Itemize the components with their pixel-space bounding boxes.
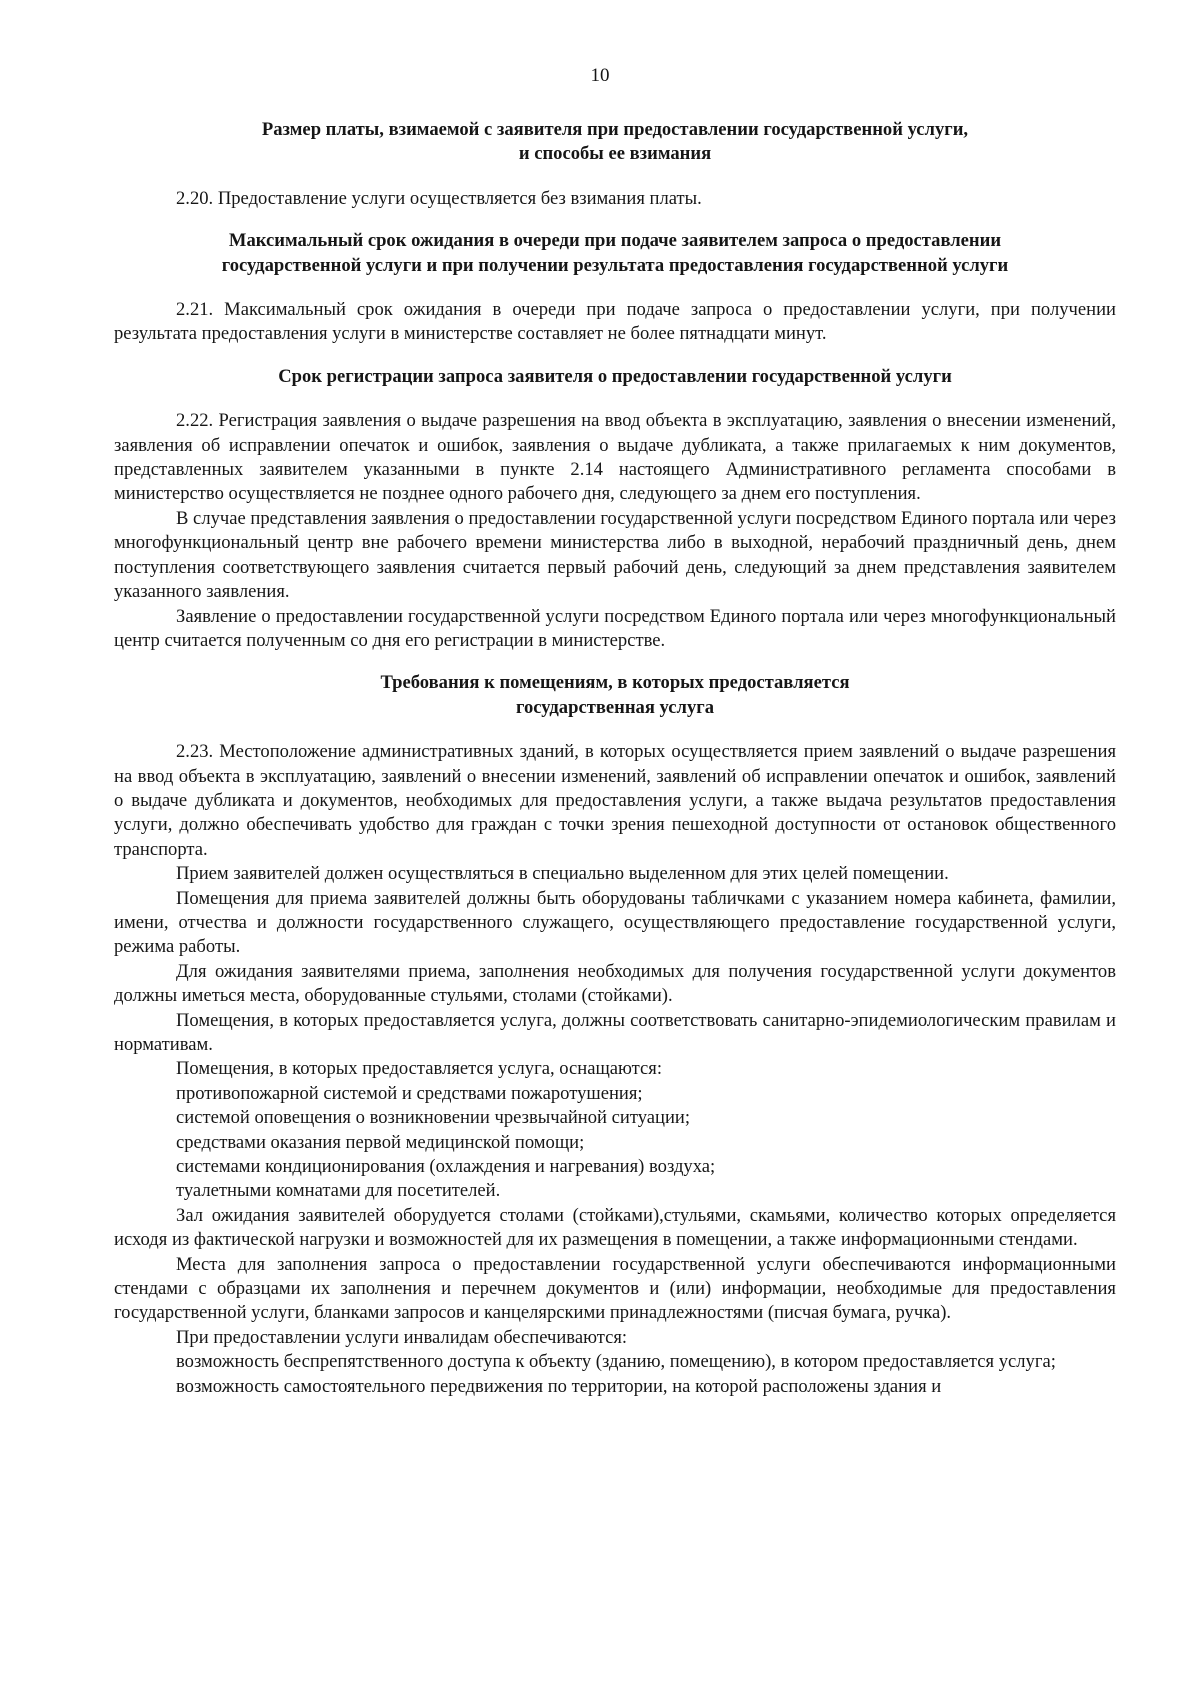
heading-line: Максимальный срок ожидания в очереди при подаче заявителем запроса о предоставлении bbox=[228, 230, 1002, 252]
list-item: туалетными комнатами для посетителей. bbox=[176, 1180, 501, 1202]
heading-line: государственная услуга bbox=[515, 696, 714, 718]
paragraph: возможность беспрепятственного доступа к объекту (зданию, помещению), в котором предоставляется услуга; bbox=[176, 1351, 1056, 1373]
paragraph: Места для заполнения запроса о предоставлении государственной услуги обеспечиваются информационными стендами с образцами их заполнения и перечнем документов и (или) информации, необходимые для предоставления государственной услуги, бланками запросов и канцелярскими принадлежностями (писчая бумага, ручка). bbox=[114, 1253, 1116, 1324]
heading-line: Требования к помещениям, в которых предоставляется bbox=[380, 672, 850, 694]
paragraph: Помещения, в которых предоставляется услуга, оснащаются: bbox=[176, 1058, 663, 1080]
paragraph-2-21: 2.21. Максимальный срок ожидания в очереди при подаче запроса о предоставлении услуги, при получении результата предоставления услуги в министерстве составляет не более пятнадцати минут. bbox=[114, 299, 1116, 345]
heading-line: государственной услуги и при получении результата предоставления государственной услуги bbox=[221, 254, 1009, 276]
paragraph: Зал ожидания заявителей оборудуется столами (стойками),стульями, скамьями, количество которых определяется исходя из фактической нагрузки и возможностей для их размещения в помещении, а также информационными стендами. bbox=[114, 1204, 1116, 1251]
paragraph: Заявление о предоставлении государственной услуги посредством Единого портала или через многофункциональный центр считается полученным со дня его регистрации в министерстве. bbox=[114, 605, 1116, 651]
paragraph-2-23: 2.23. Местоположение административных зданий, в которых осуществляется прием заявлений о выдаче разрешения на ввод объекта в эксплуатацию, заявлений о внесении изменений, заявлений об исправлении опечаток и ошибок, заявлений о выдаче дубликата и документов, необходимых для предоставления услуги, а также выдача результатов предоставления услуги, должно обеспечивать удобство для граждан с точки зрения пешеходной доступности от остановок общественного транспорта. bbox=[114, 741, 1116, 860]
section-heading-queue bbox=[114, 229, 1116, 278]
heading-line: Размер платы, взимаемой с заявителя при предоставлении государственной услуги, bbox=[261, 119, 969, 140]
paragraph: Помещения, в которых предоставляется услуга, должны соответствовать санитарно-эпидемиологическим правилам и нормативам. bbox=[114, 1009, 1116, 1055]
heading-line: Срок регистрации запроса заявителя о предоставлении государственной услуги bbox=[278, 365, 952, 387]
paragraph: Прием заявителей должен осуществляться в специально выделенном для этих целей помещении. bbox=[176, 863, 949, 885]
section-heading-fee bbox=[114, 118, 1116, 167]
list-item: системами кондиционирования (охлаждения и нагревания) воздуха; bbox=[176, 1156, 716, 1178]
section-heading-premises bbox=[114, 671, 1116, 720]
heading-line: и способы ее взимания bbox=[518, 143, 712, 165]
paragraph: возможность самостоятельного передвижения по территории, на которой расположены здания и bbox=[176, 1375, 942, 1397]
list-item: средствами оказания первой медицинской помощи; bbox=[176, 1131, 585, 1153]
paragraph: Для ожидания заявителями приема, заполнения необходимых для получения государственной услуги документов должны иметься места, оборудованные стульями, столами (стойками). bbox=[114, 960, 1116, 1007]
section-heading-registration bbox=[114, 365, 1116, 389]
paragraph-2-20: 2.20. Предоставление услуги осуществляется без взимания платы. bbox=[176, 187, 702, 209]
paragraph: Помещения для приема заявителей должны быть оборудованы табличками с указанием номера кабинета, фамилии, имени, отчества и должности государственного служащего, осуществляющего предоставление государственной услуги, режима работы. bbox=[114, 887, 1116, 958]
paragraph: При предоставлении услуги инвалидам обеспечиваются: bbox=[176, 1326, 628, 1348]
list-item: системой оповещения о возникновении чрезвычайной ситуации; bbox=[176, 1107, 691, 1129]
list-item: противопожарной системой и средствами пожаротушения; bbox=[176, 1082, 643, 1104]
paragraph-2-22: 2.22. Регистрация заявления о выдаче разрешения на ввод объекта в эксплуатацию, заявления о внесении изменений, заявления об исправлении опечаток и ошибок, заявления о выдаче дубликата, а также прилагаемых к ним документов, представленных заявителем указанными в пункте 2.14 настоящего Административного регламента способами в министерство осуществляется не позднее одного рабочего дня, следующего за днем его поступления. bbox=[114, 410, 1116, 505]
paragraph: В случае представления заявления о предоставлении государственной услуги посредством Единого портала или через многофункциональный центр вне рабочего времени министерства либо в выходной, нерабочий праздничный день, днем поступления соответствующего заявления считается первый рабочий день, следующий за днем представления заявителем указанного заявления. bbox=[114, 507, 1116, 603]
document-body bbox=[114, 118, 1116, 1399]
page-number: 10 bbox=[590, 65, 610, 86]
